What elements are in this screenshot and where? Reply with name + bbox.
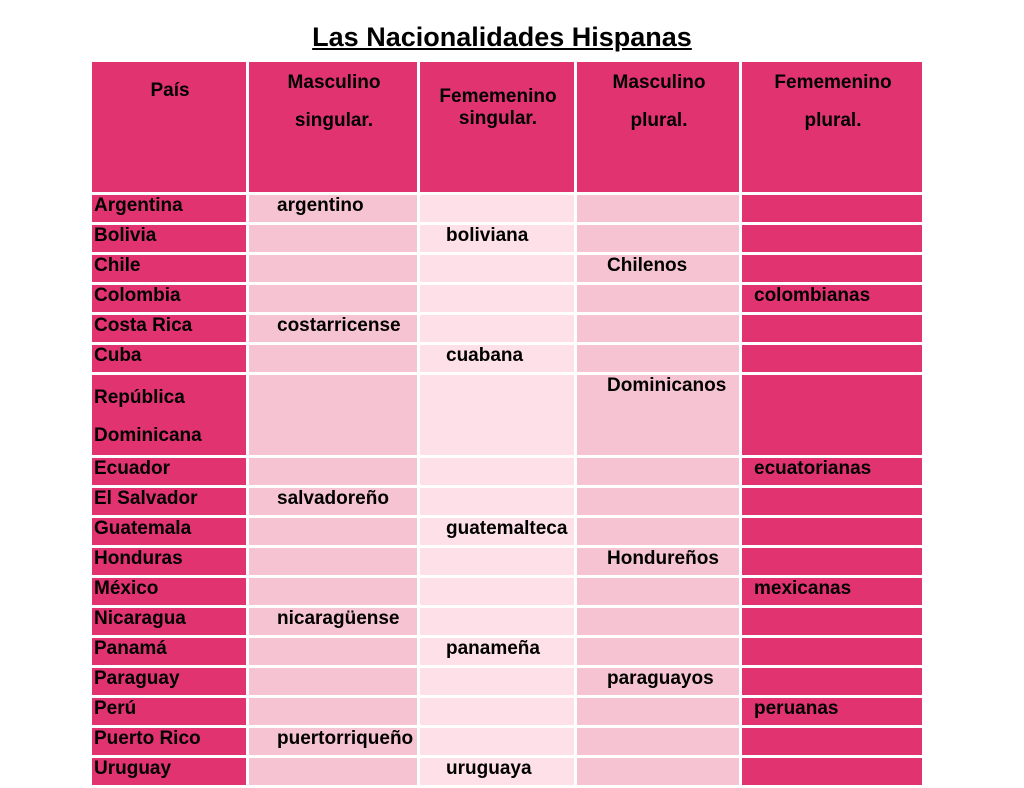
page-title: Las Nacionalidades Hispanas xyxy=(312,22,692,52)
cell-pais: México xyxy=(92,578,246,605)
cell-pais: Honduras xyxy=(92,548,246,575)
cell-masculino-plural xyxy=(577,345,739,372)
cell-masculino-plural: Hondureños xyxy=(577,548,739,575)
cell-masculino-plural xyxy=(577,608,739,635)
cell-masculino-singular xyxy=(249,375,417,455)
cell-pais: Nicaragua xyxy=(92,608,246,635)
cell-masculino-plural xyxy=(577,578,739,605)
cell-pais: Colombia xyxy=(92,285,246,312)
cell-masculino-plural xyxy=(577,728,739,755)
cell-pais: Guatemala xyxy=(92,518,246,545)
cell-femenino-singular xyxy=(420,698,574,725)
cell-masculino-singular xyxy=(249,578,417,605)
nationalities-table xyxy=(89,59,925,788)
cell-femenino-plural xyxy=(742,315,922,342)
cell-pais: Bolivia xyxy=(92,225,246,252)
cell-masculino-plural xyxy=(577,758,739,785)
cell-femenino-singular: guatemalteca xyxy=(420,518,574,545)
cell-femenino-plural: peruanas xyxy=(742,698,922,725)
cell-masculino-plural xyxy=(577,315,739,342)
cell-femenino-plural: mexicanas xyxy=(742,578,922,605)
table-row xyxy=(92,345,922,372)
table-row xyxy=(92,195,922,222)
header-masculino-plural: Masculino plural. xyxy=(577,62,739,192)
cell-femenino-singular xyxy=(420,578,574,605)
cell-masculino-singular: nicaragüense xyxy=(249,608,417,635)
cell-femenino-singular xyxy=(420,375,574,455)
table-row xyxy=(92,458,922,485)
cell-femenino-singular xyxy=(420,728,574,755)
cell-femenino-singular xyxy=(420,285,574,312)
cell-masculino-plural xyxy=(577,225,739,252)
cell-masculino-plural: Chilenos xyxy=(577,255,739,282)
cell-femenino-plural: colombianas xyxy=(742,285,922,312)
cell-femenino-singular xyxy=(420,255,574,282)
cell-femenino-plural xyxy=(742,255,922,282)
cell-masculino-plural xyxy=(577,518,739,545)
cell-pais: Chile xyxy=(92,255,246,282)
table-row xyxy=(92,255,922,282)
table-row xyxy=(92,488,922,515)
cell-pais: Paraguay xyxy=(92,668,246,695)
cell-masculino-plural xyxy=(577,638,739,665)
cell-femenino-singular: boliviana xyxy=(420,225,574,252)
cell-pais: Panamá xyxy=(92,638,246,665)
cell-femenino-plural xyxy=(742,548,922,575)
table-row xyxy=(92,518,922,545)
cell-femenino-singular xyxy=(420,458,574,485)
cell-masculino-singular xyxy=(249,225,417,252)
cell-pais: Puerto Rico xyxy=(92,728,246,755)
table-row xyxy=(92,698,922,725)
cell-masculino-plural: Dominicanos xyxy=(577,375,739,455)
cell-masculino-plural xyxy=(577,285,739,312)
cell-femenino-singular xyxy=(420,668,574,695)
cell-pais: Argentina xyxy=(92,195,246,222)
table-row xyxy=(92,728,922,755)
cell-masculino-plural xyxy=(577,458,739,485)
table-row xyxy=(92,668,922,695)
cell-femenino-singular xyxy=(420,195,574,222)
header-masculino-singular: Masculino singular. xyxy=(249,62,417,192)
cell-femenino-singular xyxy=(420,488,574,515)
cell-femenino-plural xyxy=(742,345,922,372)
header-pais: País xyxy=(92,62,246,192)
cell-femenino-plural xyxy=(742,518,922,545)
cell-masculino-plural xyxy=(577,698,739,725)
cell-femenino-singular: cuabana xyxy=(420,345,574,372)
cell-femenino-singular xyxy=(420,608,574,635)
cell-pais: El Salvador xyxy=(92,488,246,515)
header-femenino-plural: Fememenino plural. xyxy=(742,62,922,192)
cell-pais: Ecuador xyxy=(92,458,246,485)
cell-femenino-singular xyxy=(420,315,574,342)
cell-femenino-plural xyxy=(742,225,922,252)
table-row xyxy=(92,608,922,635)
cell-masculino-singular xyxy=(249,548,417,575)
cell-masculino-singular xyxy=(249,285,417,312)
table-row xyxy=(92,548,922,575)
cell-femenino-plural xyxy=(742,375,922,455)
table-row xyxy=(92,225,922,252)
table-row xyxy=(92,375,922,455)
cell-femenino-plural xyxy=(742,728,922,755)
cell-femenino-plural xyxy=(742,488,922,515)
table-row xyxy=(92,285,922,312)
table-row xyxy=(92,638,922,665)
table-row xyxy=(92,578,922,605)
cell-femenino-singular xyxy=(420,548,574,575)
cell-femenino-plural: ecuatorianas xyxy=(742,458,922,485)
cell-masculino-singular xyxy=(249,255,417,282)
cell-masculino-singular xyxy=(249,518,417,545)
cell-masculino-singular: salvadoreño xyxy=(249,488,417,515)
cell-masculino-singular xyxy=(249,458,417,485)
cell-masculino-plural: paraguayos xyxy=(577,668,739,695)
cell-masculino-singular: puertorriqueño xyxy=(249,728,417,755)
cell-pais: Costa Rica xyxy=(92,315,246,342)
cell-femenino-plural xyxy=(742,668,922,695)
cell-masculino-singular xyxy=(249,668,417,695)
cell-pais: Cuba xyxy=(92,345,246,372)
cell-masculino-singular: costarricense xyxy=(249,315,417,342)
table-row xyxy=(92,758,922,785)
cell-femenino-plural xyxy=(742,608,922,635)
cell-femenino-singular: uruguaya xyxy=(420,758,574,785)
cell-masculino-singular xyxy=(249,698,417,725)
cell-masculino-singular: argentino xyxy=(249,195,417,222)
cell-masculino-singular xyxy=(249,638,417,665)
cell-femenino-plural xyxy=(742,758,922,785)
cell-femenino-singular: panameña xyxy=(420,638,574,665)
header-femenino-singular: Fememenino singular. xyxy=(420,62,574,192)
table-header-row xyxy=(92,62,922,192)
table-row xyxy=(92,315,922,342)
cell-pais: República Dominicana xyxy=(92,375,246,455)
cell-femenino-plural xyxy=(742,195,922,222)
cell-masculino-singular xyxy=(249,758,417,785)
cell-masculino-plural xyxy=(577,488,739,515)
cell-masculino-singular xyxy=(249,345,417,372)
cell-femenino-plural xyxy=(742,638,922,665)
cell-masculino-plural xyxy=(577,195,739,222)
cell-pais: Uruguay xyxy=(92,758,246,785)
cell-pais: Perú xyxy=(92,698,246,725)
